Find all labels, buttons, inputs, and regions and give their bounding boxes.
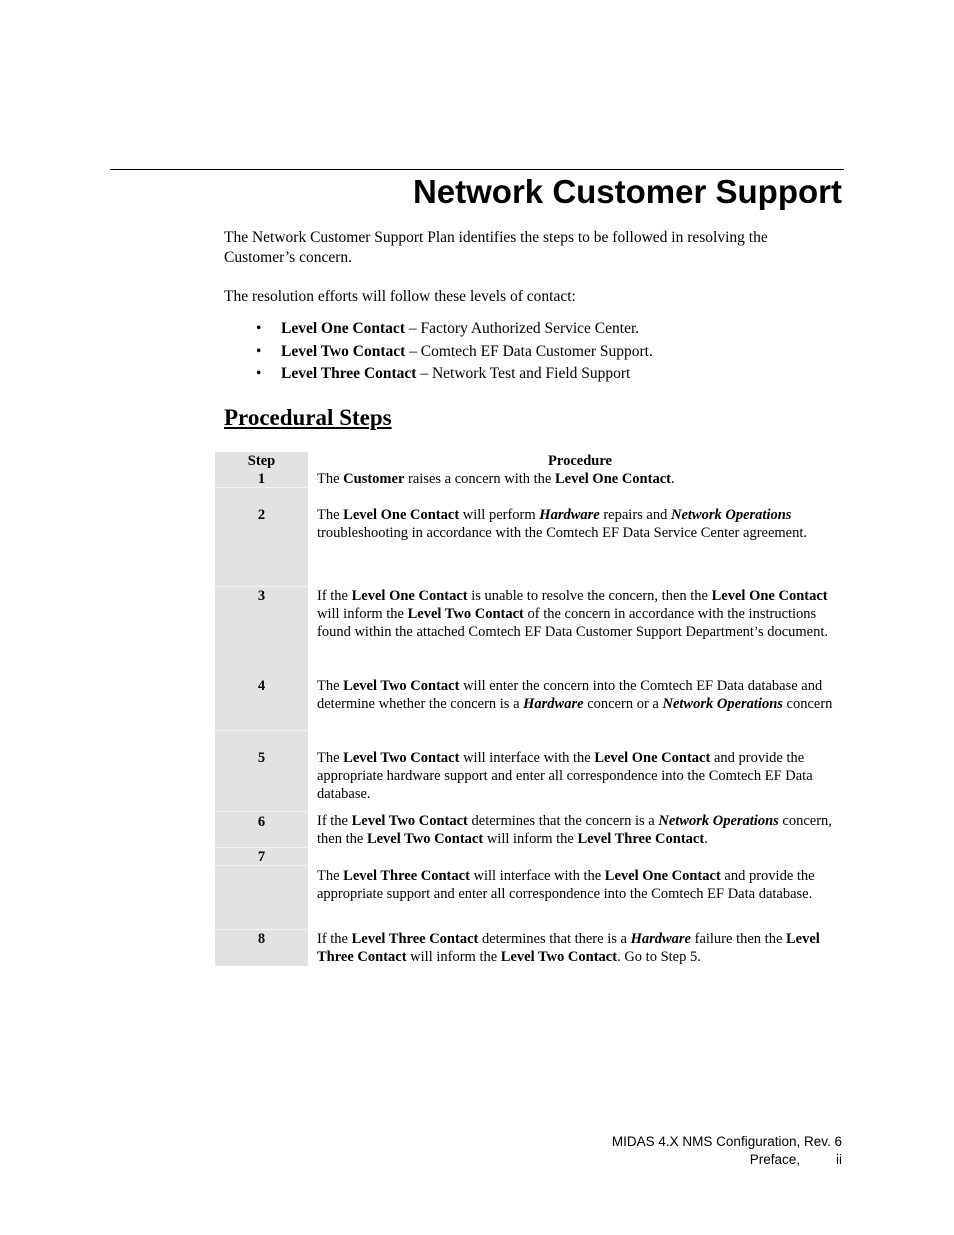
procedure-text	[317, 677, 843, 713]
text-run: Customer	[343, 471, 405, 487]
text-run: is unable to resolve the concern, then the	[467, 588, 712, 604]
text-run: Level Three Contact	[351, 931, 479, 947]
text-run: Network Operations	[658, 813, 779, 829]
page-number: ii	[836, 1152, 842, 1167]
level-name: Level Two Contact	[281, 342, 406, 360]
page-title: Network Customer Support	[412, 173, 842, 210]
text-run: Level Three Contact	[317, 931, 820, 965]
text-run: Hardware	[539, 507, 600, 523]
level-description: – Factory Authorized Service Center.	[404, 320, 640, 337]
text-run: concern, then the	[317, 813, 832, 847]
contact-levels-list	[256, 318, 653, 386]
text-run: will interface with the	[469, 868, 605, 884]
bullet: •	[256, 342, 262, 360]
text-run: Level One Contact	[554, 471, 671, 487]
row-divider	[215, 730, 308, 731]
procedure-text	[317, 470, 843, 488]
text-run: Level One Contact	[711, 588, 828, 604]
text-run: Level Two Contact	[343, 750, 460, 766]
step-number: 3	[257, 588, 266, 604]
step-number: 6	[257, 814, 266, 830]
section-name: Preface,	[749, 1152, 800, 1167]
procedure-text	[317, 749, 843, 803]
text-run: troubleshooting in accordance with the Comtech EF Data Service Center agreement.	[317, 525, 808, 541]
text-run: Level One Contact	[594, 750, 711, 766]
text-run: Level Two Contact	[500, 949, 618, 965]
text-run: Hardware	[523, 696, 584, 712]
list-item	[256, 363, 653, 386]
text-run: The	[317, 471, 344, 487]
text-run: Network Operations	[670, 507, 792, 523]
row-divider	[215, 811, 308, 812]
page-footer	[612, 1133, 842, 1169]
text-run: will interface with the	[459, 750, 595, 766]
text-run: The	[317, 750, 344, 766]
text-run: The	[317, 507, 344, 523]
intro-paragraph: The Network Customer Support Plan identifies the steps to be followed in resolving the Customer’s concern.	[224, 229, 768, 266]
level-name: Level Three Contact	[281, 365, 417, 382]
level-description: – Network Test and Field Support	[416, 365, 631, 382]
text-run: raises a concern with the	[404, 471, 555, 487]
list-item	[256, 318, 653, 341]
text-run: determines that there is a	[478, 931, 631, 947]
levels-intro: The resolution efforts will follow these levels of contact:	[224, 288, 576, 305]
text-run: Level Three Contact	[577, 831, 705, 847]
step-header: Step	[247, 453, 276, 469]
step-number: 1	[257, 471, 266, 487]
list-item	[256, 341, 653, 364]
step-number: 5	[257, 750, 266, 766]
section-title: Procedural Steps	[224, 405, 392, 430]
procedure-header: Procedure	[548, 453, 612, 469]
procedure-text	[317, 867, 843, 903]
text-run: Level Two Contact	[343, 678, 460, 694]
text-run: and provide the appropriate support and enter all correspondence into the Comtech EF Data database.	[317, 868, 815, 902]
text-run: Level Two Contact	[366, 831, 484, 847]
step-number: 2	[257, 507, 266, 523]
text-run: will perform	[459, 507, 540, 523]
text-run: If the	[317, 588, 352, 604]
text-run: . Go to Step 5.	[617, 949, 701, 965]
text-run: Level Two Contact	[407, 606, 524, 622]
bullet: •	[256, 365, 262, 382]
level-description: – Comtech EF Data Customer Support.	[405, 342, 653, 360]
text-run: Network Operations	[662, 696, 783, 712]
bullet: •	[256, 320, 262, 337]
text-run: The	[317, 868, 344, 884]
procedure-text	[317, 812, 843, 848]
text-run: If the	[317, 931, 352, 947]
document-title: MIDAS 4.X NMS Configuration, Rev. 6	[611, 1134, 842, 1149]
text-run: repairs and	[599, 507, 671, 523]
procedure-text	[317, 930, 843, 966]
text-run: Hardware	[630, 931, 691, 947]
text-run: of the concern in accordance with the instructions found within the attached Comtech EF Data Customer Support Department’s document.	[317, 606, 829, 640]
text-run: will enter the concern into the Comtech EF Data database and determine whether the concern is a	[317, 678, 823, 712]
procedure-text	[317, 587, 843, 641]
text-run: Level One Contact	[351, 588, 468, 604]
step-column	[215, 452, 308, 966]
step-number: 7	[257, 849, 266, 865]
text-run: Level One Contact	[343, 507, 460, 523]
text-run: .	[670, 471, 675, 487]
step-number: 4	[257, 678, 266, 694]
text-run: Level Three Contact	[343, 868, 470, 884]
step-number: 8	[257, 931, 266, 947]
text-run: failure then the	[690, 931, 786, 947]
procedure-text	[317, 506, 843, 542]
text-run: If the	[317, 813, 352, 829]
text-run: The	[317, 678, 344, 694]
level-name: Level One Contact	[281, 320, 405, 337]
text-run: Level One Contact	[604, 868, 721, 884]
text-run: Level Two Contact	[351, 813, 468, 829]
text-run: concern	[782, 696, 833, 712]
text-run: will inform the	[317, 606, 408, 622]
text-run: determines that the concern is a	[467, 813, 659, 829]
text-run: concern or a	[583, 696, 663, 712]
text-run: and provide the appropriate hardware support and enter all correspondence into the Comtech EF Data database.	[317, 750, 813, 802]
text-run: will inform the	[406, 949, 501, 965]
text-run: will inform the	[483, 831, 578, 847]
text-run: .	[704, 831, 708, 847]
